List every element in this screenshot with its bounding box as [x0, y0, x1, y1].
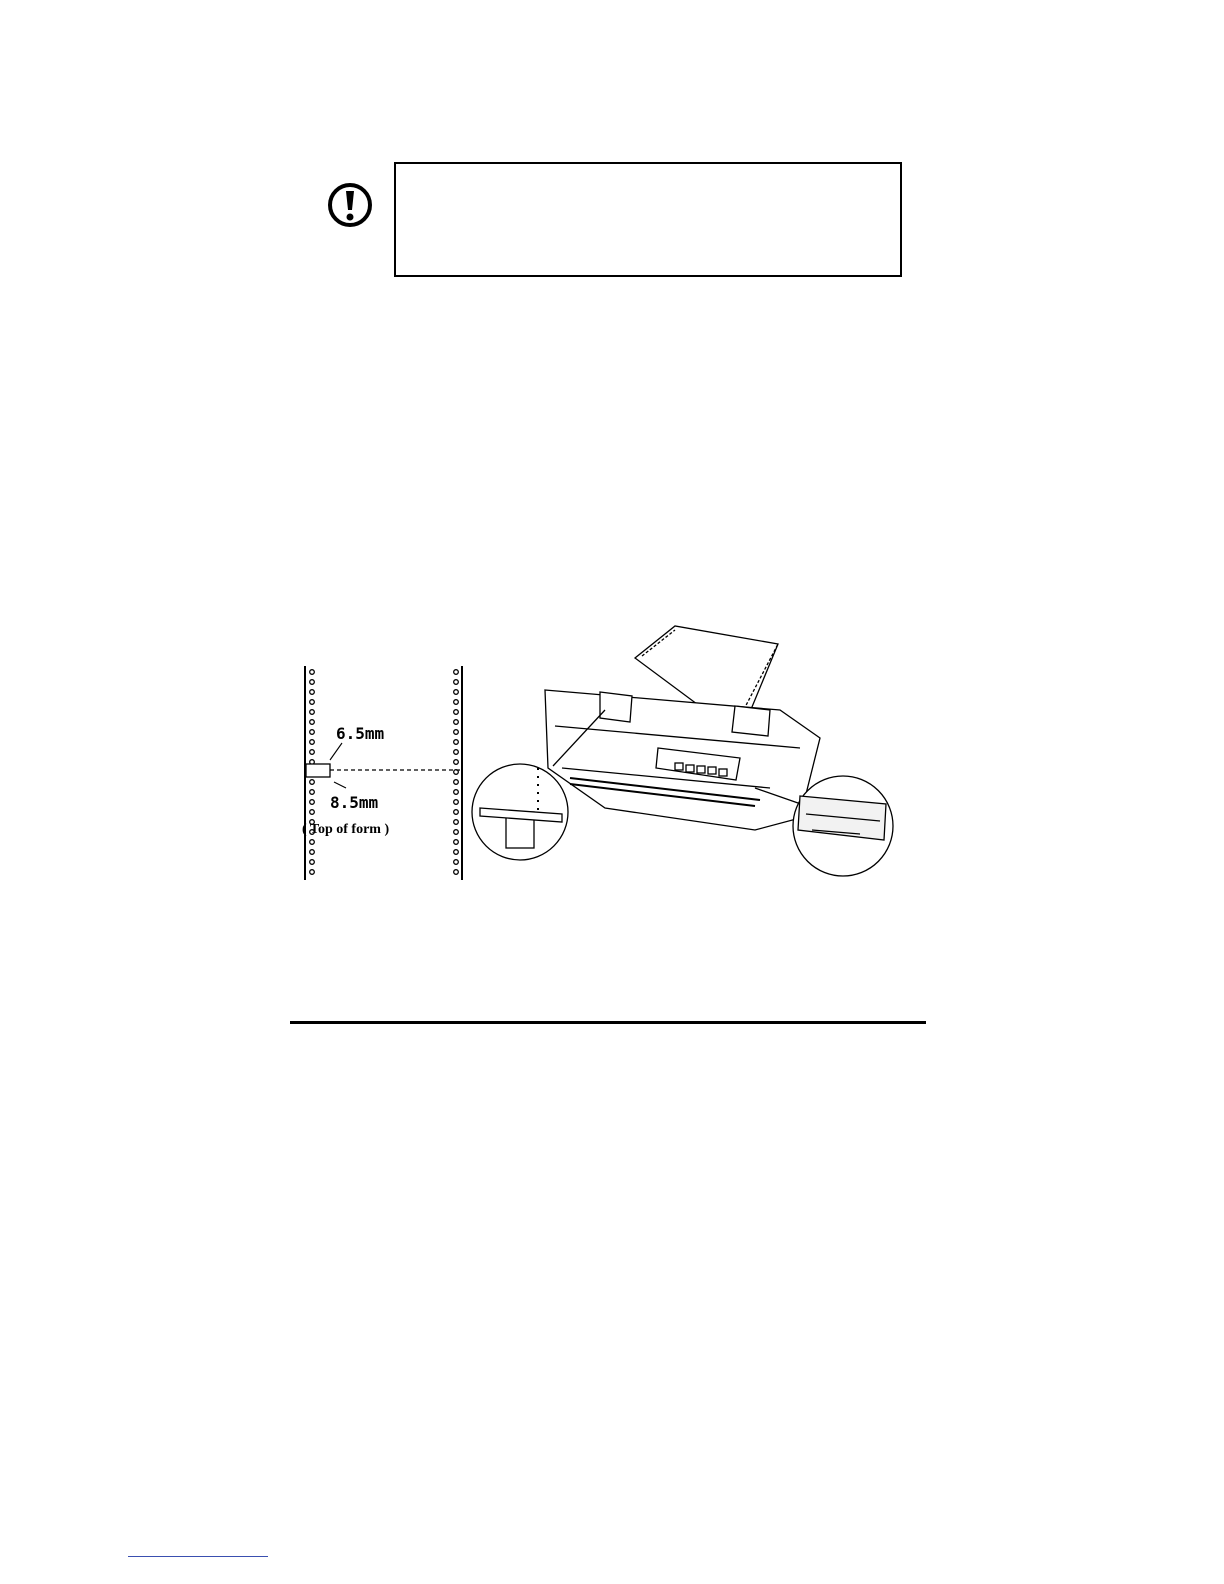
dimension-8-5mm: 8.5mm	[330, 793, 379, 812]
footnote-rule	[128, 1556, 268, 1557]
dimension-6-5mm: 6.5mm	[336, 724, 385, 743]
section-divider	[290, 1021, 926, 1024]
paper-loading-figure	[300, 618, 920, 886]
continuous-form-diagram	[302, 666, 462, 880]
right-sprocket-holes	[454, 670, 459, 875]
top-of-form-label: ( Top of form )	[302, 822, 390, 837]
caution-notice-box	[394, 162, 902, 277]
exclamation-icon	[326, 181, 374, 229]
printer-illustration	[472, 626, 893, 876]
